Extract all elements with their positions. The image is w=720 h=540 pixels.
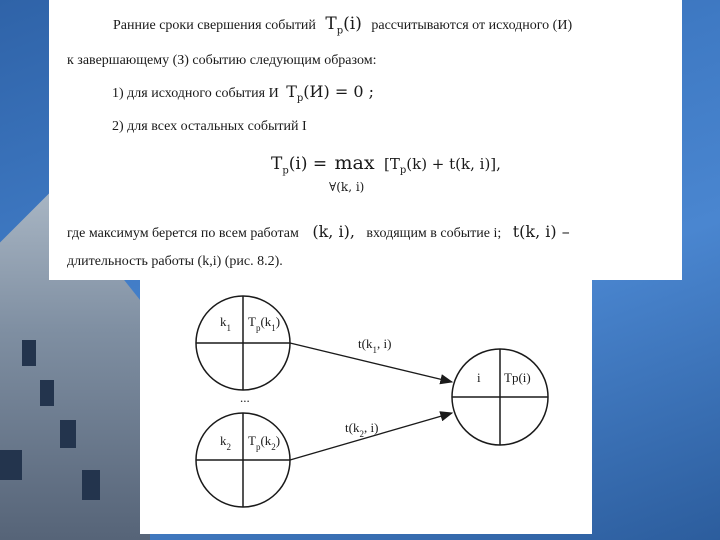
building-window [0,450,22,480]
para1-text-c: входящим в событие i; [366,226,502,241]
paragraph-line-1 [67,222,570,242]
item1-formula: $T_p(И) = 0$ ; [286,82,374,105]
node1-tp-label: $T_p(k_1)$ [248,314,281,333]
event-node-i [452,349,548,445]
network-diagram [140,280,592,534]
item1-text: 1) для исходного события И [112,86,279,101]
para1-text-a: где максимум берется по всем работам [67,226,299,241]
ellipsis-label: ... [240,390,250,405]
node2-tp-label: $T_p(k_2)$ [248,433,281,452]
text-panel [49,0,682,280]
tp-symbol: $T_p(i)$ [325,14,362,37]
list-item-1 [112,82,374,104]
building-window [82,470,100,500]
para1-duration: t(k, i) – [512,222,570,241]
building-window [22,340,36,366]
text-line-2: к завершающему (З) событию следующим образом: [67,53,377,68]
target-tp-label: Tp(i) [504,370,531,385]
list-item-2: 2) для всех остальных событий I [112,119,307,134]
node1-k-label: $k_1$ [220,314,231,333]
max-subscript: ∀(k, i) [329,180,365,194]
edge2-label: $t(k_2$, i) [345,420,379,439]
building-window [60,420,76,448]
node2-k-label: $k_2$ [220,433,231,452]
line1-rest-text: рассчитываются от исходного (И) [371,18,573,33]
event-node-k2 [196,413,290,507]
max-operator: max [334,152,375,174]
max-formula: $T_p(i) = \max [T_p(k) + t(k$, i)], [271,152,501,177]
paragraph-line-2: длительность работы (k,i) (рис. 8.2). [67,254,283,269]
line1-text: Ранние сроки свершения событий [113,18,316,33]
text-line-1 [113,14,572,36]
event-node-k1 [196,296,290,390]
target-i-label: i [477,370,481,385]
edge1-label: $t(k_1$, i) [358,336,392,355]
building-window [40,380,54,406]
network-diagram-panel [140,280,592,534]
para1-pair: (k, i), [312,222,355,241]
